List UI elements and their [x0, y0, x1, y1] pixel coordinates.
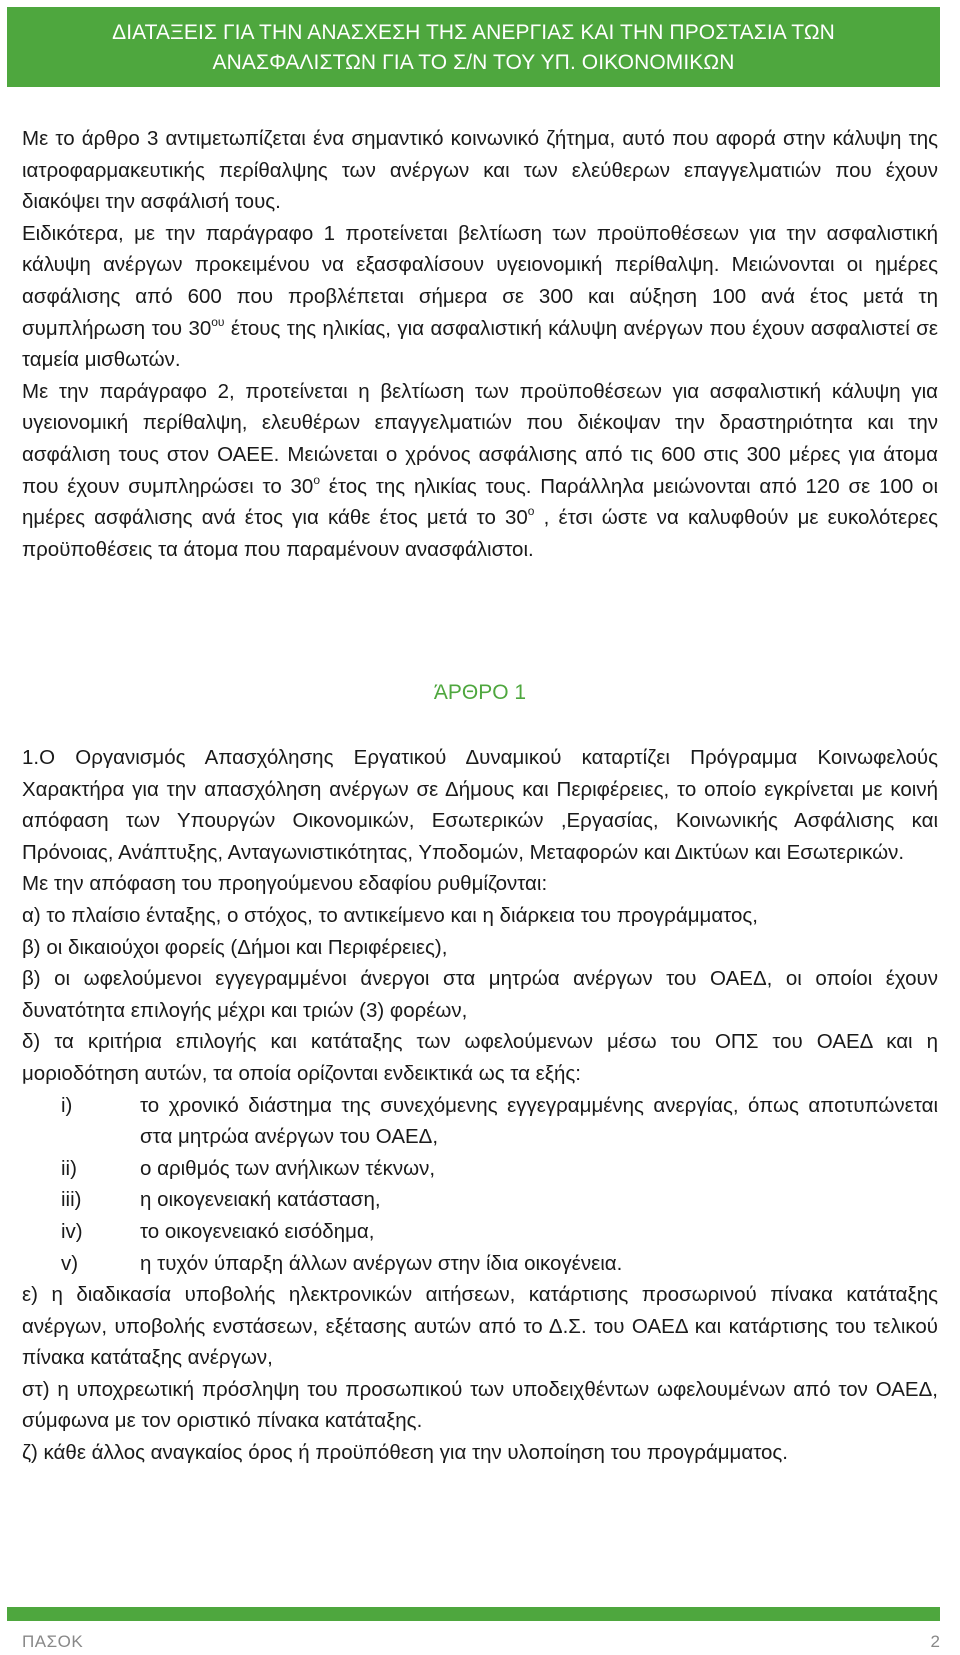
- header-banner: [7, 7, 940, 87]
- ordinal-superscript: ο: [527, 504, 535, 519]
- intro-paragraph-2: [22, 218, 938, 376]
- header-title-line-2: ΑΝΑΣΦΑΛΙΣΤΩΝ ΓΙΑ ΤΟ Σ/Ν ΤΟΥ ΥΠ. ΟΙΚΟΝΟΜΙΚΩΝ: [212, 51, 735, 74]
- list-item: [22, 1184, 938, 1216]
- intro-paragraph-3-text-b: έτος της ηλικίας τους. Παράλληλα μειώνονται από 120 σε 100 οι ημέρες ασφάλισης ανά έτος για κάθε έτος μετά το 30: [22, 474, 939, 530]
- article-item-b2: β) οι ωφελούμενοι εγγεγραμμένοι άνεργοι στα μητρώα ανέργων του ΟΑΕΔ, οι οποίοι έχουν δυνατότητα επιλογής μέχρι και τριών (3) φορέων,: [22, 967, 938, 1022]
- header-title-line-1: ΔΙΑΤΑΞΕΙΣ ΓΙΑ ΤΗΝ ΑΝΑΣΧΕΣΗ ΤΗΣ ΑΝΕΡΓΙΑΣ ΚΑΙ ΤΗΝ ΠΡΟΣΤΑΣΙΑ ΤΩΝ: [112, 21, 835, 44]
- article-item-e: ε) η διαδικασία υποβολής ηλεκτρονικών αιτήσεων, κατάρτισης προσωρινού πίνακα κατάταξης ανέργων, υποβολής ενστάσεων, εξέτασης αυτών από το Δ.Σ. του ΟΑΕΔ και κατάρτισης του τελικού πίνακα κατάταξης ανέργων,: [22, 1283, 938, 1370]
- intro-section: [22, 123, 938, 565]
- article-body: [22, 742, 938, 1469]
- criteria-list: [22, 1090, 938, 1280]
- article-item-st: στ) η υποχρεωτική πρόσληψη του προσωπικού των υποδειχθέντων ωφελουμένων από τον ΟΑΕΔ, σύμφωνα με τον οριστικό πίνακα κατάταξης.: [22, 1377, 938, 1433]
- page-number: 2: [930, 1632, 940, 1651]
- ordinal-superscript: ου: [211, 314, 225, 329]
- intro-paragraph-3-text-c: , έτσι ώστε να καλυφθούν με ευκολότερες προϋποθέσεις τα άτομα που παραμένουν ανασφάλιστοι.: [22, 506, 938, 561]
- list-item: [22, 1248, 938, 1280]
- footer-divider-bar: [7, 1607, 940, 1621]
- list-item-number: ii): [61, 1156, 77, 1180]
- list-item-text: η τυχόν ύπαρξη άλλων ανέργων στην ίδια οικογένεια.: [140, 1251, 623, 1275]
- intro-paragraph-2-text-a: Ειδικότερα, με την παράγραφο 1 προτείνεται βελτίωση των προϋποθέσεων για την ασφαλιστική κάλυψη ανέργων προκειμένου να εξασφαλίσουν υγειονομική περίθαλψη. Μειώνονται οι ημέρες ασφάλισης από 600 που προβλέπεται σήμερα σε 300 και αύξηση 100 ανά έτος μετά τη συμπλήρωση του 30: [22, 221, 938, 340]
- article-item-a: α) το πλαίσιο ένταξης, ο στόχος, το αντικείμενο και η διάρκεια του προγράμματος,: [22, 903, 758, 927]
- intro-paragraph-3: [22, 376, 938, 566]
- list-item-number: v): [61, 1251, 79, 1275]
- list-item-number: i): [61, 1093, 73, 1117]
- article-paragraph-1: 1.Ο Οργανισμός Απασχόλησης Εργατικού Δυναμικού καταρτίζει Πρόγραμμα Κοινωφελούς Χαρακτήρα για την απασχόληση ανέργων σε Δήμους και Περιφέρειες, το οποίο εγκρίνεται με κοινή απόφαση των Υπουργών Οικονομικών, Εσωτερικών ,Εργασίας, Κοινωνικής Ασφάλισης και Πρόνοιας, Ανάπτυξης, Ανταγωνιστικότητας, Υποδομών, Μεταφορών και Δικτύων και Εσωτερικών.: [22, 746, 938, 864]
- list-item-text: το χρονικό διάστημα της συνεχόμενης εγγεγραμμένης ανεργίας, όπως αποτυπώνεται στα μητρώα ανέργων του ΟΑΕΔ,: [140, 1093, 938, 1149]
- article-item-b1: β) οι δικαιούχοι φορείς (Δήμοι και Περιφέρειες),: [22, 935, 448, 959]
- list-item-text: ο αριθμός των ανήλικων τέκνων,: [140, 1156, 436, 1180]
- article-item-z: ζ) κάθε άλλος αναγκαίος όρος ή προϋπόθεση για την υλοποίηση του προγράμματος.: [22, 1441, 788, 1465]
- article-paragraph-2: Με την απόφαση του προηγούμενου εδαφίου ρυθμίζονται:: [22, 872, 548, 896]
- footer-organization: ΠΑΣΟΚ: [22, 1632, 84, 1651]
- ordinal-superscript: ο: [313, 472, 320, 487]
- intro-paragraph-2-text-b: έτους της ηλικίας, για ασφαλιστική κάλυψη ανέργων που έχουν ασφαλιστεί σε ταμεία μισθωτών.: [22, 316, 938, 372]
- list-item-number: iv): [61, 1219, 83, 1243]
- list-item-number: iii): [61, 1188, 82, 1212]
- list-item-text: η οικογενειακή κατάσταση,: [140, 1188, 381, 1212]
- article-title: ΆΡΘΡΟ 1: [433, 681, 527, 704]
- intro-paragraph-1: Με το άρθρο 3 αντιμετωπίζεται ένα σημαντικό κοινωνικό ζήτημα, αυτό που αφορά στην κάλυψη της ιατροφαρμακευτικής περίθαλψης των ανέργων και των ελεύθερων επαγγελματιών που έχουν διακόψει την ασφάλισή τους.: [22, 127, 938, 214]
- article-item-d: δ) τα κριτήρια επιλογής και κατάταξης των ωφελούμενων μέσω του ΟΠΣ του ΟΑΕΔ και η μοριοδότηση αυτών, τα οποία ορίζονται ενδεικτικά ως τα εξής:: [22, 1030, 938, 1085]
- intro-paragraph-3-text-a: Με την παράγραφο 2, προτείνεται η βελτίωση των προϋποθέσεων για ασφαλιστική κάλυψη για υγειονομική περίθαλψη, ελευθέρων επαγγελματιών που διέκοψαν την δραστηριότητα και την ασφάλιση τους στον ΟΑΕΕ. Μειώνεται ο χρόνος ασφάλισης από τις 600 στις 300 μέρες για άτομα που έχουν συμπληρώσει το 30: [22, 379, 938, 498]
- list-item: [22, 1090, 938, 1153]
- list-item-text: το οικογενειακό εισόδημα,: [140, 1219, 375, 1243]
- list-item: [22, 1216, 938, 1248]
- list-item: [22, 1153, 938, 1185]
